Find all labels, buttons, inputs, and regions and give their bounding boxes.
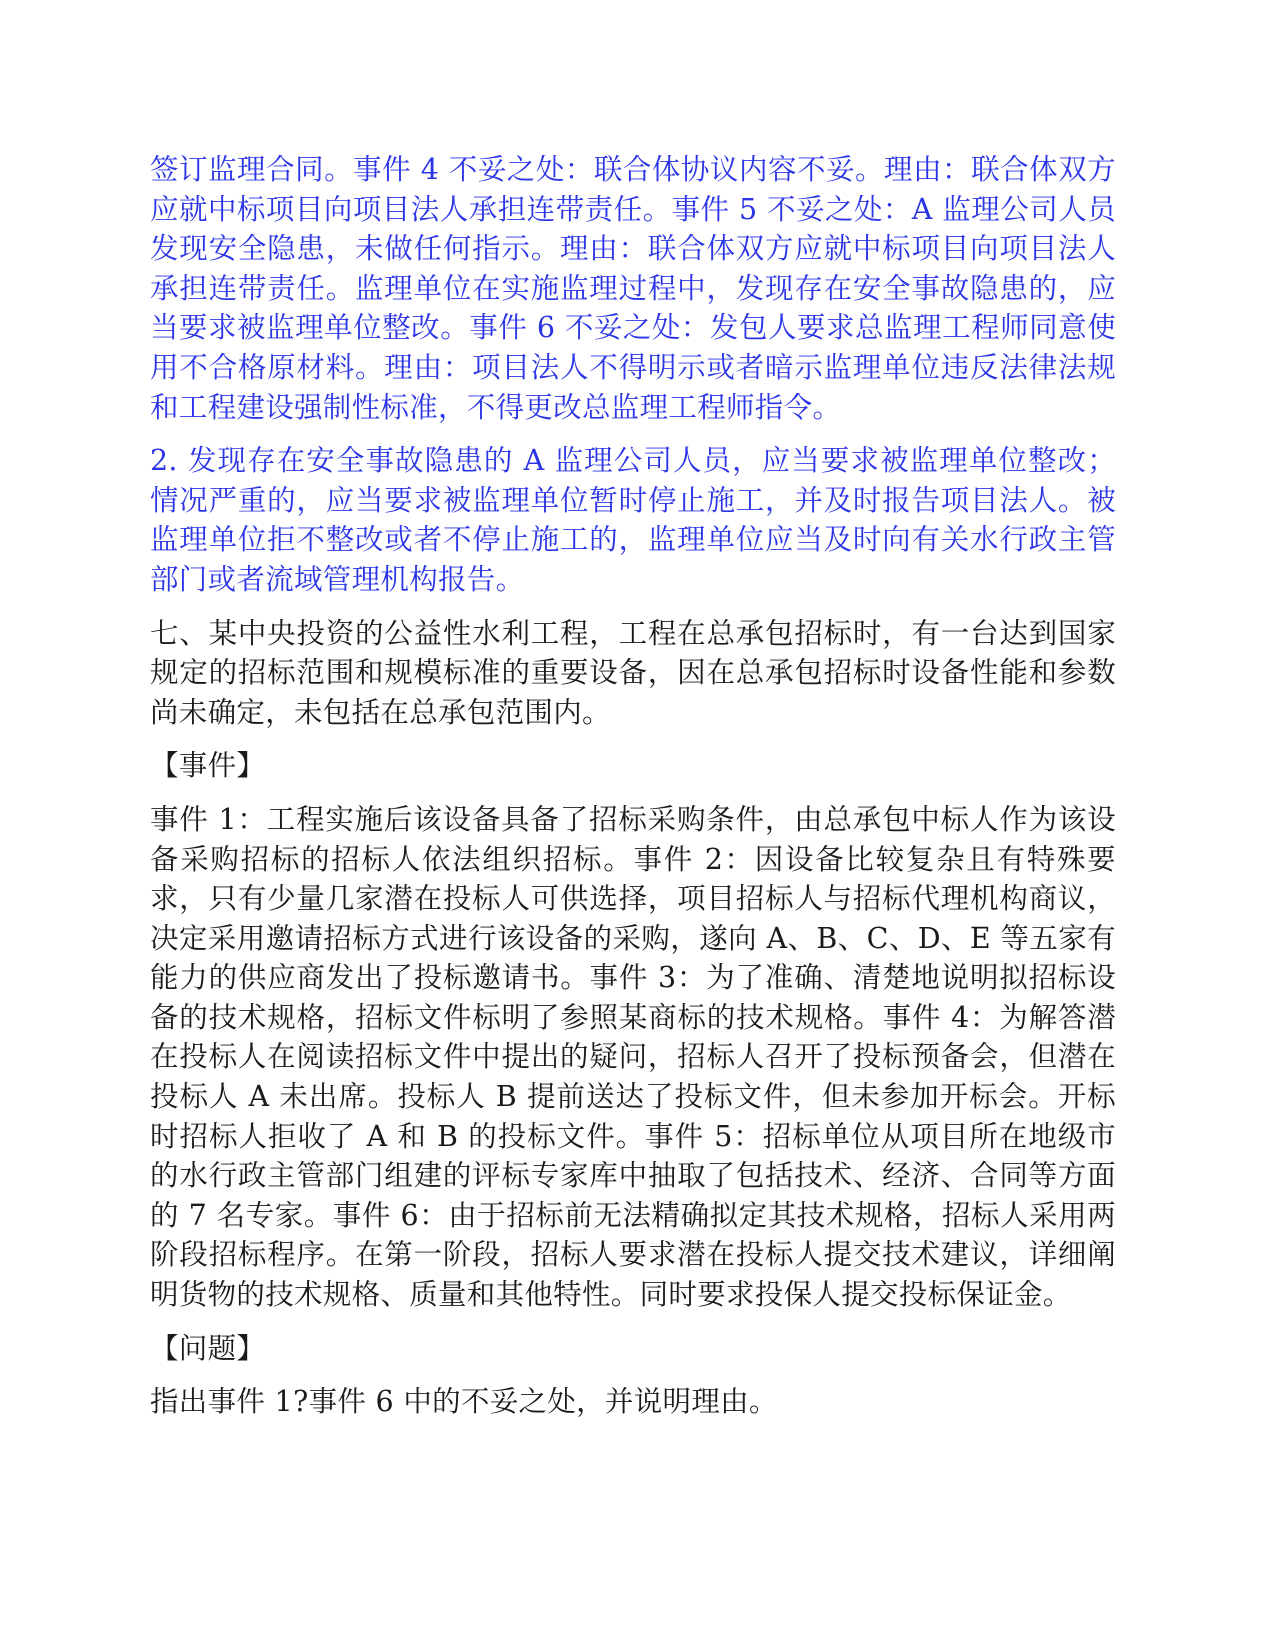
question-text: 指出事件 1?事件 6 中的不妥之处，并说明理由。 [150, 1385, 778, 1419]
document-page [150, 150, 1116, 1436]
events-paragraph: 事件 1：工程实施后该设备具备了招标采购条件，由总承包中标人作为该设备采购招标的招标人依法组织招标。事件 2：因设备比较复杂且有特殊要求，只有少量几家潜在投标人可供选择，项目招标人与招标代理机构商议，决定采用邀请招标方式进行该设备的采购，遂向 A、B、C、D、E 等五家有能力的供应商发出了投标邀请书。事件 3：为了准确、清楚地说明拟招标设备的技术规格，招标文件标明了参照某商标的技术规格。事件 4：为解答潜在投标人在阅读招标文件中提出的疑问，招标人召开了投标预备会，但潜在投标人 A 未出席。投标人 B 提前送达了投标文件，但未参加开标会。开标时招标人拒收了 A 和 B 的投标文件。事件 5：招标单位从项目所在地级市的水行政主管部门组建的评标专家库中抽取了包括技术、经济、合同等方面的 7 名专家。事件 6：由于招标前无法精确拟定其技术规格，招标人采用两阶段招标程序。在第一阶段，招标人要求潜在投标人提交技术建议，详细阐明货物的技术规格、质量和其他特性。同时要求投保人提交投标保证金。 [150, 802, 1116, 1312]
question-seven-intro: 七、某中央投资的公益性水利工程，工程在总承包招标时，有一台达到国家规定的招标范围和规模标准的重要设备，因在总承包招标时设备性能和参数尚未确定，未包括在总承包范围内。 [150, 616, 1116, 729]
questions-heading: 【问题】 [150, 1331, 266, 1365]
answer-paragraph-2: 2. 发现存在安全事故隐患的 A 监理公司人员，应当要求被监理单位整改；情况严重的，应当要求被监理单位暂时停止施工，并及时报告项目法人。被监理单位拒不整改或者不停止施工的，监理单位应当及时向有关水行政主管部门或者流域管理机构报告。 [150, 444, 1116, 596]
events-heading: 【事件】 [150, 749, 266, 783]
answer-paragraph-1: 签订监理合同。事件 4 不妥之处：联合体协议内容不妥。理由：联合体双方应就中标项目向项目法人承担连带责任。事件 5 不妥之处：A 监理公司人员发现安全隐患，未做任何指示。理由：联合体双方应就中标项目向项目法人承担连带责任。监理单位在实施监理过程中，发现存在安全事故隐患的，应当要求被监理单位整改。事件 6 不妥之处：发包人要求总监理工程师同意使用不合格原材料。理由：项目法人不得明示或者暗示监理单位违反法律法规和工程建设强制性标准，不得更改总监理工程师指令。 [150, 153, 1116, 424]
